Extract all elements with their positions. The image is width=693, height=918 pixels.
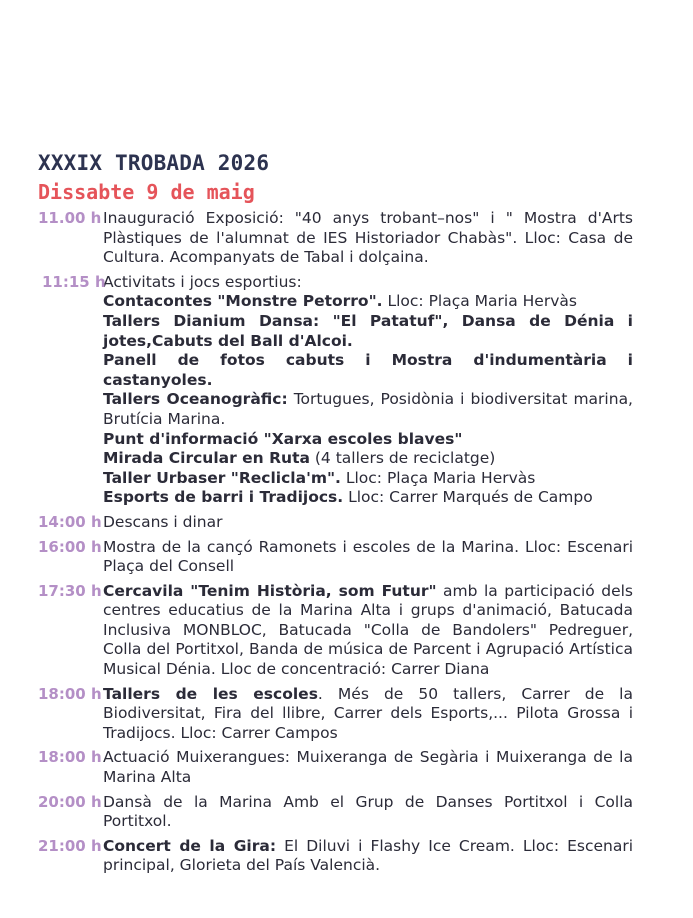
activity-item	[103, 488, 633, 508]
entry-highlight: Concert de la Gira:	[103, 836, 277, 855]
event-title: XXXIX TROBADA 2026	[38, 151, 270, 175]
activity-item	[103, 292, 633, 312]
entry-text: Descans i dinar	[103, 512, 223, 531]
entry-time: 20:00 h	[38, 792, 102, 811]
activity-detail: Lloc: Plaça Maria Hervàs	[340, 468, 536, 487]
schedule-entry	[0, 513, 633, 533]
activity-detail: Lloc: Plaça Maria Hervàs	[382, 292, 577, 311]
schedule-entry	[0, 837, 633, 876]
entry-highlight: Cercavila "Tenim Història, som Futur"	[103, 581, 437, 600]
activity-item	[103, 390, 633, 429]
activity-name: Punt d'informació "Xarxa escoles blaves"	[103, 429, 463, 448]
schedule-entry	[0, 748, 633, 787]
event-date: Dissabte 9 de maig	[38, 180, 255, 204]
entry-time: 14:00 h	[38, 512, 102, 531]
entry-text: Dansà de la Marina Amb el Grup de Danses Portitxol i Colla Portitxol.	[103, 792, 633, 831]
activity-item	[103, 312, 633, 351]
entry-time: 16:00 h	[38, 537, 102, 556]
activity-item	[103, 351, 633, 390]
schedule-entry	[0, 793, 633, 832]
entry-text: . Més de 50 tallers, Carrer de la Biodiversitat, Fira del llibre, Carrer dels Esports,... Pilota Grossa i Tradijocs. Lloc: Carrer Campos	[103, 684, 633, 742]
entry-time: 21:00 h	[38, 836, 102, 855]
activity-detail: Lloc: Carrer Marqués de Campo	[343, 488, 593, 507]
schedule-entry	[0, 538, 633, 577]
activity-name: Mirada Circular en Ruta	[103, 449, 310, 468]
entry-time: 18:00 h	[38, 748, 102, 767]
entry-time: 17:30 h	[38, 581, 102, 600]
entry-text: Actuació Muixerangues: Muixeranga de Segària i Muixeranga de la Marina Alta	[103, 748, 633, 787]
entry-text: Inauguració Exposició: "40 anys trobant–nos" i " Mostra d'Arts Plàstiques de l'alumnat de IES Historiador Chabàs". Lloc: Casa de Cultura. Acompanyats de Tabal i dolçaina.	[103, 209, 633, 267]
entry-time: 18:00 h	[38, 684, 102, 703]
schedule-entry	[0, 209, 633, 268]
entry-text: El Diluvi i Flashy Ice Cream. Lloc: Escenari principal, Glorieta del País Valencià.	[103, 836, 634, 875]
entry-text: amb la participació dels centres educatius de la Marina Alta i grups d'animació, Batucada Inclusiva MONBLOC, Batucada "Colla de Bandolers" Pedreguer, Colla del Portitxol, Banda de música de Parcent i Agrupació Artística Musical Dénia. Lloc de concentració: Carrer Diana	[103, 581, 633, 679]
activity-name: Tallers Oceanogràfic:	[103, 390, 288, 409]
activity-name: Tallers Dianium Dansa: "El Patatuf", Dansa de Dénia i jotes,Cabuts del Ball d'Alcoi.	[103, 311, 633, 350]
activity-name: Taller Urbaser "Reclicla'm".	[103, 468, 341, 487]
activity-name: Panell de fotos cabuts i Mostra d'indumentària i castanyoles.	[103, 351, 633, 389]
schedule-entry	[0, 685, 633, 744]
schedule-entry	[0, 273, 633, 508]
entry-time: 11.00 h	[38, 209, 102, 227]
entry-time: 11:15 h	[42, 272, 106, 291]
activity-item	[103, 430, 633, 450]
activity-name: Esports de barri i Tradijocs.	[103, 488, 344, 507]
activity-detail: (4 tallers de reciclatge)	[309, 449, 496, 468]
activity-item	[103, 469, 633, 489]
activity-name: Contacontes "Monstre Petorro".	[103, 292, 383, 311]
schedule-list	[0, 209, 693, 881]
entry-highlight: Tallers de les escoles	[103, 684, 318, 703]
activity-item	[103, 449, 633, 469]
entry-intro: Activitats i jocs esportius:	[103, 272, 302, 291]
schedule-entry	[0, 582, 633, 680]
entry-text: Mostra de la cançó Ramonets i escoles de la Marina. Lloc: Escenari Plaça del Consell	[103, 537, 633, 576]
activity-detail: Tortugues, Posidònia i biodiversitat marina, Brutícia Marina.	[103, 390, 633, 428]
